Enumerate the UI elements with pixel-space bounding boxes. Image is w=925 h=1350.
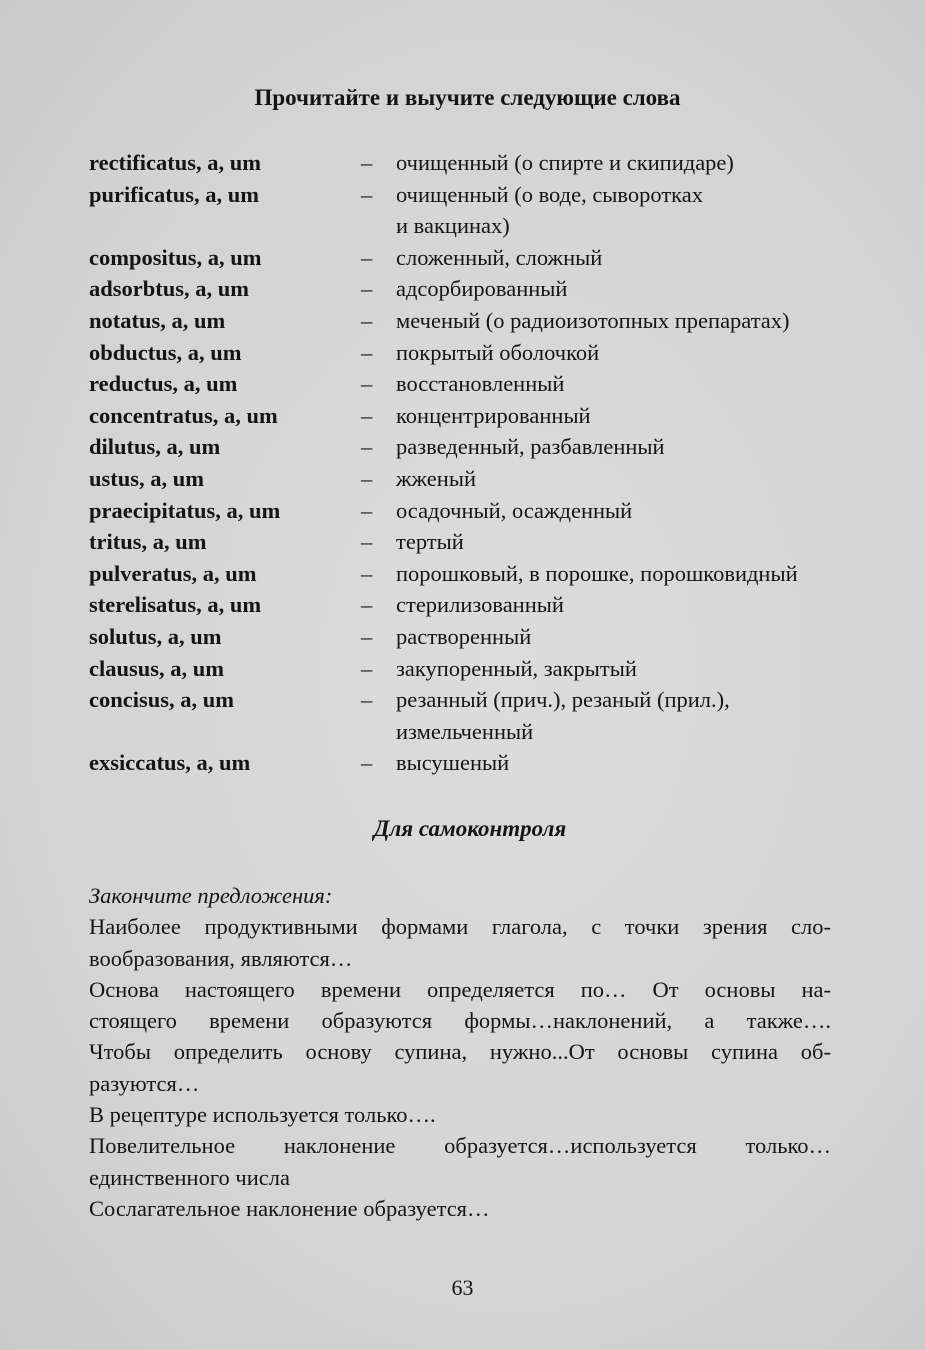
vocab-definition: измельченный xyxy=(396,718,534,744)
vocab-term: solutus, a, um xyxy=(89,623,222,649)
exercise-line: Наиболее продуктивными формами глагола, с точки зрения сло- xyxy=(89,914,831,940)
exercise-line: Чтобы определить основу супина, нужно...От основы супина об- xyxy=(89,1039,831,1065)
vocab-term: pulveratus, a, um xyxy=(89,560,257,586)
exercise-line: стоящего времени образуются формы…наклонений, а также…. xyxy=(89,1008,831,1034)
exercise-line: Основа настоящего времени определяется по… От основы на- xyxy=(89,976,831,1002)
vocab-row xyxy=(89,305,849,337)
vocab-row xyxy=(89,337,849,369)
vocab-dash: – xyxy=(361,655,373,681)
vocab-definition: покрытый оболочкой xyxy=(396,339,600,365)
vocab-term: compositus, a, um xyxy=(89,244,262,270)
vocab-term: ustus, a, um xyxy=(89,465,205,491)
vocab-row xyxy=(89,400,849,432)
exercise-line: В рецептуре используется только…. xyxy=(89,1102,436,1128)
vocab-row xyxy=(89,589,849,621)
vocab-row xyxy=(89,242,849,274)
vocab-dash: – xyxy=(361,529,373,555)
vocab-definition: осадочный, осажденный xyxy=(396,497,633,523)
vocab-dash: – xyxy=(361,244,373,270)
self-control-exercise xyxy=(89,880,831,1224)
vocab-row xyxy=(89,495,849,527)
vocab-dash: – xyxy=(361,465,373,491)
vocab-dash: – xyxy=(361,687,373,713)
vocab-definition: разведенный, разбавленный xyxy=(396,434,665,460)
vocab-definition: и вакцинах) xyxy=(396,213,510,239)
vocab-dash: – xyxy=(361,434,373,460)
vocab-term: praecipitatus, a, um xyxy=(89,497,281,523)
vocab-row xyxy=(89,147,849,179)
self-control-heading: Для самоконтроля xyxy=(373,816,567,841)
vocab-term: purificatus, a, um xyxy=(89,181,260,207)
vocab-row xyxy=(89,716,849,748)
vocab-term: notatus, a, um xyxy=(89,307,226,333)
vocab-definition: порошковый, в порошке, порошковидный xyxy=(396,560,798,586)
vocab-dash: – xyxy=(361,750,373,776)
vocab-row xyxy=(89,210,849,242)
vocab-dash: – xyxy=(361,592,373,618)
vocab-row xyxy=(89,747,849,779)
vocab-dash: – xyxy=(361,371,373,397)
vocab-definition: очищенный (о воде, сыворотках xyxy=(396,181,704,207)
exercise-line: Повелительное наклонение образуется…используется только… xyxy=(89,1133,831,1159)
vocab-term: clausus, a, um xyxy=(89,655,225,681)
vocab-term: rectificatus, a, um xyxy=(89,150,262,175)
vocab-term: reductus, a, um xyxy=(89,371,238,397)
vocab-row xyxy=(89,621,849,653)
vocab-term: sterelisatus, a, um xyxy=(89,592,262,618)
vocab-term: tritus, a, um xyxy=(89,529,207,555)
exercise-line: единственного числа xyxy=(89,1164,290,1190)
vocab-dash: – xyxy=(361,181,373,207)
exercise-line: вообразования, являются… xyxy=(89,945,353,971)
vocab-dash: – xyxy=(361,560,373,586)
vocab-row xyxy=(89,273,849,305)
vocab-dash: – xyxy=(361,402,373,428)
vocabulary-list xyxy=(89,147,849,779)
vocab-dash: – xyxy=(361,150,373,175)
vocab-term: obductus, a, um xyxy=(89,339,242,365)
vocab-definition: сложенный, сложный xyxy=(396,244,603,270)
vocabulary-heading: Прочитайте и выучите следующие слова xyxy=(254,85,681,110)
vocab-dash: – xyxy=(361,307,373,333)
vocab-definition: концентрированный xyxy=(396,402,591,428)
exercise-instruction: Закончите предложения: xyxy=(89,883,333,908)
vocab-row xyxy=(89,558,849,590)
vocab-term: exsiccatus, a, um xyxy=(89,750,251,776)
vocab-row xyxy=(89,653,849,685)
vocab-definition: адсорбированный xyxy=(396,276,568,302)
vocab-definition: меченый (о радиоизотопных препаратах) xyxy=(396,307,790,333)
vocab-row xyxy=(89,463,849,495)
vocab-definition: высушеный xyxy=(396,750,510,776)
page-number: 63 xyxy=(451,1275,474,1300)
vocab-dash: – xyxy=(361,339,373,365)
vocab-definition: стерилизованный xyxy=(396,592,564,618)
vocab-row xyxy=(89,526,849,558)
vocab-term: concentratus, a, um xyxy=(89,402,278,428)
vocab-definition: растворенный xyxy=(396,623,532,649)
vocab-term: dilutus, a, um xyxy=(89,434,221,460)
vocab-definition: закупоренный, закрытый xyxy=(396,655,637,681)
vocab-row xyxy=(89,684,849,716)
vocab-dash: – xyxy=(361,497,373,523)
vocab-definition: тертый xyxy=(396,529,464,555)
vocab-definition: восстановленный xyxy=(396,371,565,397)
vocab-row xyxy=(89,368,849,400)
vocab-dash: – xyxy=(361,623,373,649)
vocab-dash: – xyxy=(361,276,373,302)
exercise-line: разуются… xyxy=(89,1070,200,1096)
vocab-term: adsorbtus, a, um xyxy=(89,276,250,302)
vocab-definition: жженый xyxy=(396,465,476,491)
vocab-term: concisus, a, um xyxy=(89,687,235,713)
exercise-line: Сослагательное наклонение образуется… xyxy=(89,1195,490,1221)
vocab-definition: очищенный (о спирте и скипидаре) xyxy=(396,150,734,175)
vocab-row xyxy=(89,179,849,211)
vocab-definition: резанный (прич.), резаный (прил.), xyxy=(396,687,730,713)
vocab-row xyxy=(89,431,849,463)
